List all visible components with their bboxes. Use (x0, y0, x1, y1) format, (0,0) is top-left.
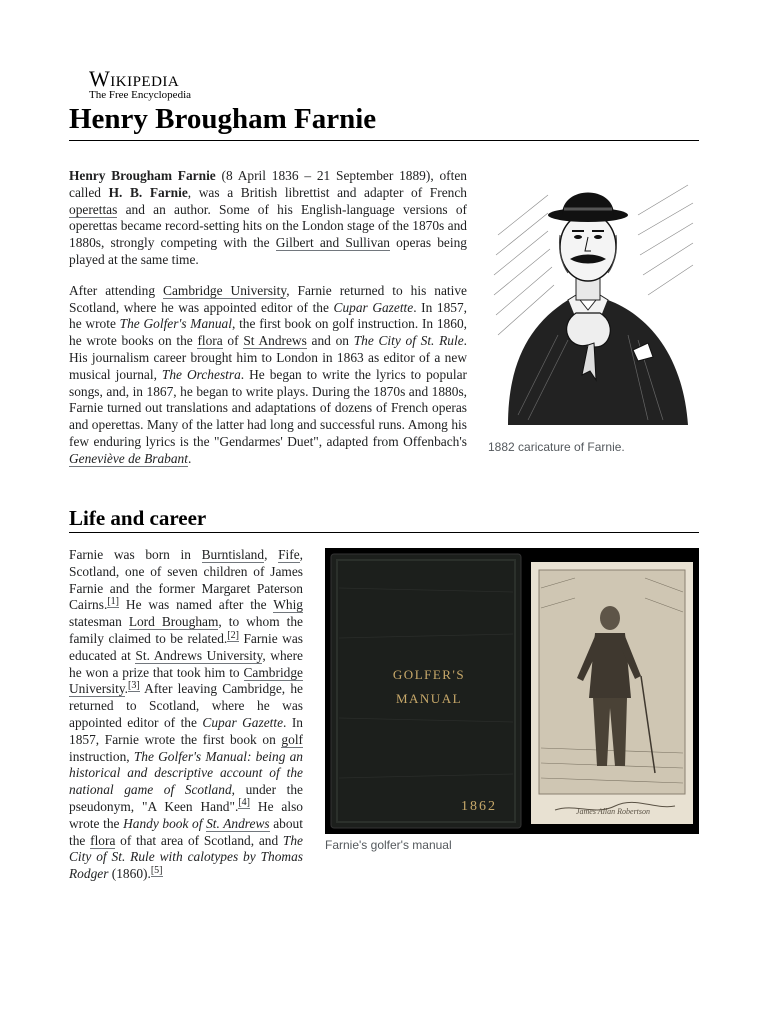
text-span: operas being played at the same time. (69, 235, 467, 267)
text-span: about the (69, 815, 303, 848)
title-golfers-manual: The Golfer's Manual (119, 316, 232, 332)
logo-wordmark: Wikipedia (89, 66, 180, 91)
link-gilbert-and-sullivan[interactable]: Gilbert and Sullivan (275, 235, 390, 251)
title-cupar-gazette-2: Cupar Gazette (202, 714, 284, 730)
text-span: and an author. Some of his English-language versions of operettas became record-setting hits on the London stage of the 1870s and 1880s, strongly competing with the (69, 201, 467, 251)
portrait-signature: James Allan Robertson (575, 807, 651, 816)
text-span: (8 April 1836 – 21 September 1889), often called (69, 168, 467, 200)
title-cupar-gazette: Cupar Gazette (333, 299, 414, 315)
golfers-manual-caption: Farnie's golfer's manual (325, 838, 452, 852)
link-operettas[interactable]: operettas (69, 201, 118, 217)
link-cambridge-university[interactable]: Cambridge University (163, 282, 287, 298)
link-lord-brougham[interactable]: Lord Brougham (128, 614, 219, 630)
text-span: . In 1857, he wrote (69, 299, 468, 332)
link-cambridge-university-2[interactable]: Cambridge University (69, 664, 303, 697)
text-span: , to whom the family claimed to be related. (69, 614, 303, 646)
subject-alias: H. B. Farnie (108, 184, 188, 200)
link-st-andrews[interactable]: St Andrews (243, 333, 307, 349)
text-span: . In 1857, Farnie wrote the first book on (69, 714, 303, 747)
section-heading: Life and career (69, 506, 207, 530)
golfers-manual-image[interactable] (325, 548, 699, 834)
text-span: instruction, (69, 748, 134, 764)
title-divider (69, 140, 699, 141)
text-span: After leaving Cambridge, he returned to Scotland, where he was appointed editor of the (69, 681, 303, 730)
page-title: Henry Brougham Farnie (69, 103, 377, 135)
link-flora-2[interactable]: flora (90, 832, 116, 848)
text-span: , Scotland, one of seven children of James Farnie and the former Margaret Paterson Cairns. (69, 547, 303, 613)
intro-paragraph-2 (69, 283, 467, 468)
text-span: . He began to write the lyrics to popular songs, and, in 1867, he began to write plays. During the 1870s and 1880s, Farnie turned out translations and adaptations of dozens of French operas and operettas. Many of the latter had long and successful runs. Among his few enduring lyrics is the "Gendarmes' Duet", adapted from Offenbach's (69, 366, 467, 449)
book-title-line-2: MANUAL (395, 691, 463, 706)
link-fife[interactable]: Fife (278, 547, 300, 562)
text-span: . His journalism career brought him to London in 1863 as editor of a new musical journal, (69, 333, 468, 382)
link-st-andrews-2[interactable]: St. Andrews (206, 815, 270, 831)
reference-2[interactable]: [2] (227, 629, 239, 641)
text-span: , was a British librettist and adapter of French (187, 184, 467, 200)
link-genevieve-de-brabant[interactable]: Geneviève de Brabant (69, 450, 188, 466)
text-span: , (264, 547, 279, 562)
text-span: , under the pseudonym, "A Keen Hand". (69, 782, 304, 814)
text-span: (1860). (108, 866, 151, 882)
link-golf[interactable]: golf (281, 731, 303, 747)
wikipedia-logo[interactable] (89, 68, 191, 101)
text-span: Farnie was educated at (69, 630, 303, 663)
caricature-caption: 1882 caricature of Farnie. (488, 440, 625, 454)
subject-name: Henry Brougham Farnie (69, 168, 216, 183)
title-golfers-manual-full: The Golfer's Manual: being an historical and descriptive account of the national game of Scotland (69, 748, 303, 798)
golfers-manual-illustration (325, 548, 699, 834)
book-year: 1862 (461, 799, 497, 814)
section-divider (69, 532, 699, 533)
caricature-figure (488, 175, 698, 455)
text-span: , where he won a prize that took him to (69, 647, 303, 680)
text-span: After attending (69, 282, 164, 298)
title-city-of-st-rule: The City of St. Rule (353, 333, 464, 349)
text-span: , the first book on golf instruction. In 1860, he wrote books on the (69, 316, 467, 349)
text-span: . (187, 450, 192, 466)
text-span: of that area of Scotland, and (115, 832, 283, 848)
reference-5[interactable]: [5] (150, 864, 163, 876)
reference-4[interactable]: [4] (238, 797, 250, 809)
reference-3[interactable]: [3] (128, 679, 140, 691)
golfers-manual-figure (325, 548, 699, 853)
text-span: of (222, 333, 244, 349)
link-flora[interactable]: flora (197, 333, 223, 349)
text-span: statesman (69, 614, 129, 630)
link-burntisland[interactable]: Burntisland (201, 547, 265, 562)
reference-1[interactable]: [1] (107, 595, 119, 607)
title-the-orchestra: The Orchestra (161, 366, 241, 382)
intro-section (69, 168, 467, 482)
text-span: . (124, 681, 129, 697)
link-st-andrews-university[interactable]: St. Andrews University (135, 647, 263, 663)
caricature-image[interactable] (488, 175, 698, 431)
text-span: , Farnie returned to his native Scotland, where he was appointed editor of the (69, 282, 467, 315)
title-handy-book: Handy book of (123, 815, 207, 831)
title-city-of-st-rule-2: The City of St. Rule with calotypes by Thomas Rodger (69, 832, 303, 882)
intro-paragraph-1 (69, 168, 467, 269)
text-span: He was named after the (118, 597, 274, 613)
book-title-line-1: GOLFER'S (392, 667, 466, 682)
text-span: He also wrote the (69, 798, 303, 831)
link-whig[interactable]: Whig (273, 597, 303, 613)
text-span: and on (306, 333, 354, 349)
life-section (69, 547, 699, 883)
logo-tagline: The Free Encyclopedia (89, 89, 192, 101)
text-span: Farnie was born in (69, 547, 202, 562)
